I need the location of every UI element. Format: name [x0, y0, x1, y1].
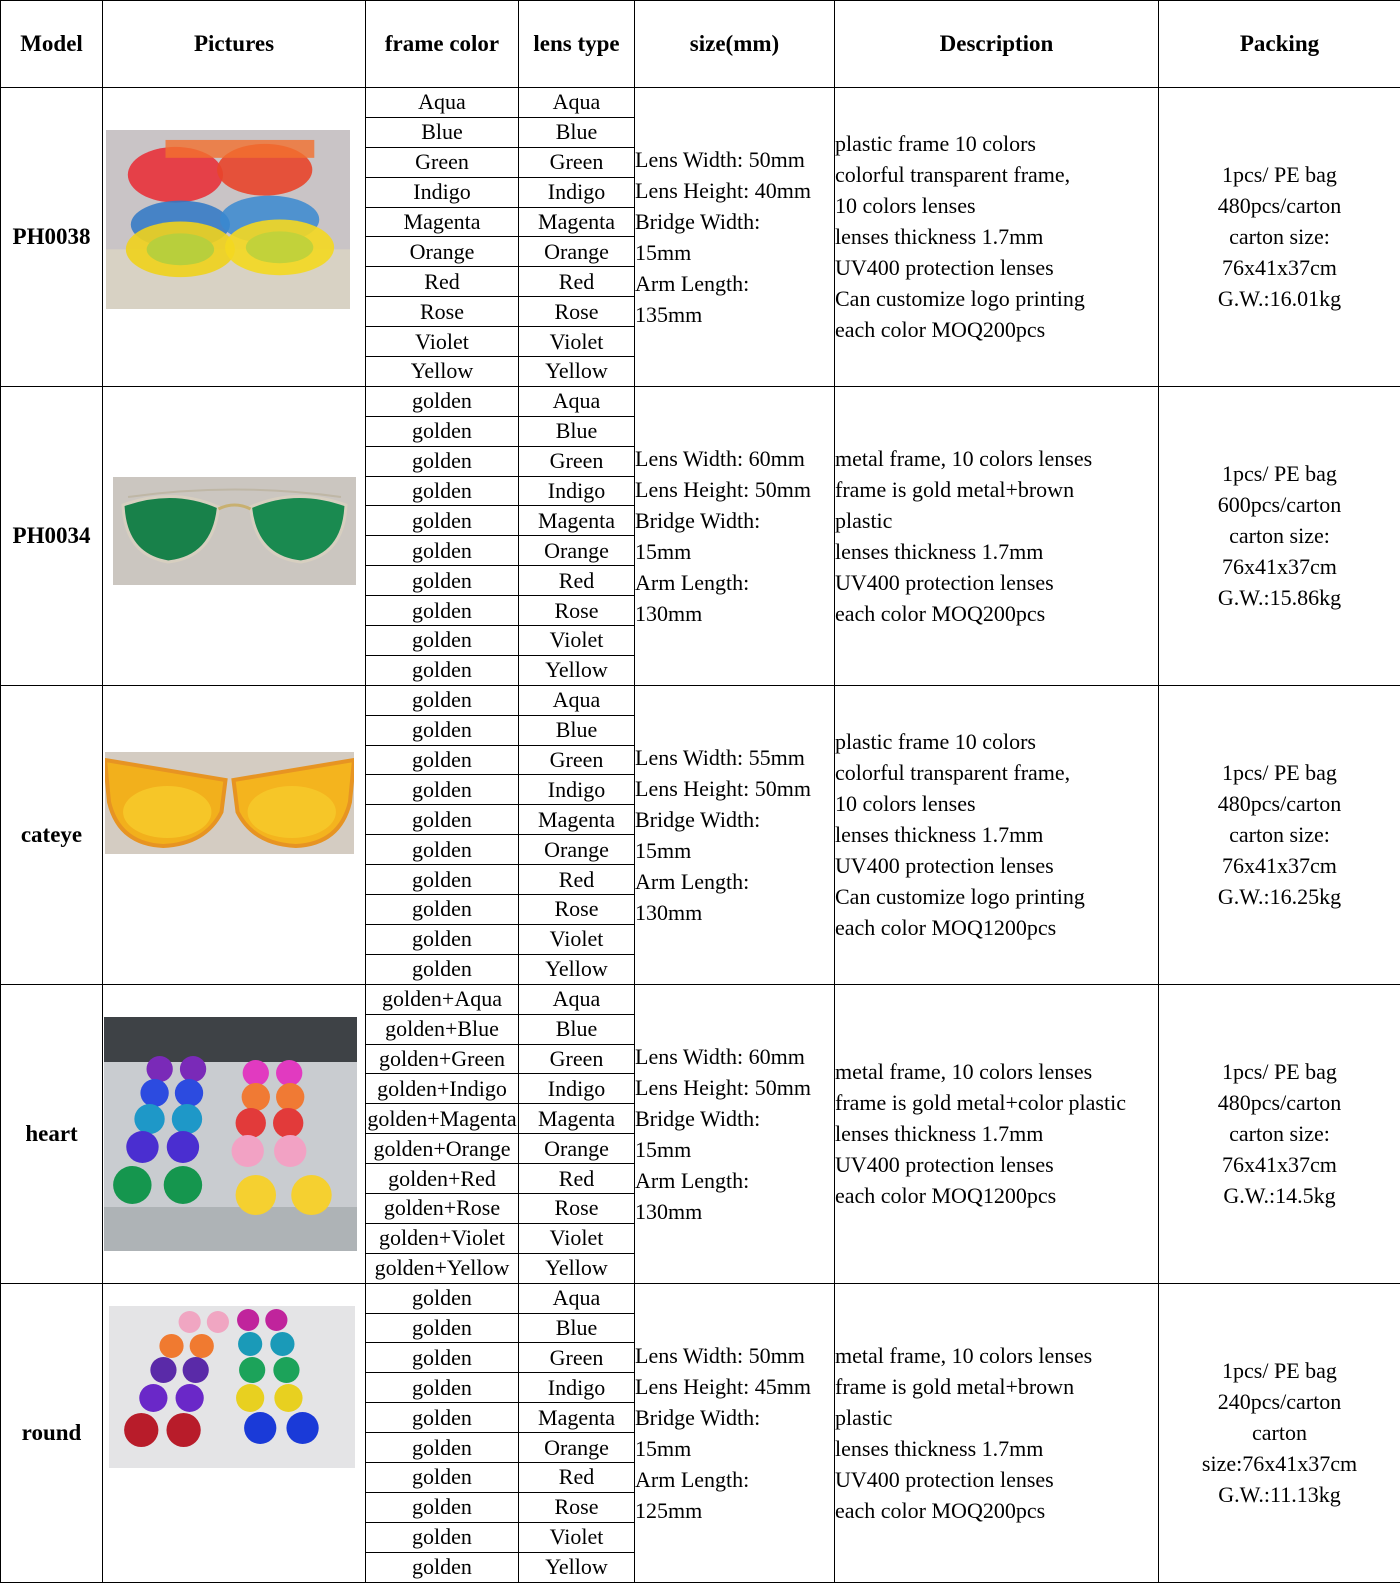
packing-info [1159, 386, 1400, 685]
frame-color-cell: golden [366, 1433, 519, 1463]
frame-color-cell: golden [366, 596, 519, 626]
lens-type-cell: Indigo [519, 177, 635, 207]
model-name: round [1, 1283, 103, 1582]
lens-type-cell: Blue [519, 715, 635, 745]
description-text [835, 386, 1159, 685]
packing-info-line: 480pcs/carton [1217, 193, 1342, 219]
lens-type-cell: Indigo [519, 1074, 635, 1104]
description-text-line: lenses thickness 1.7mm [835, 1435, 1044, 1461]
frame-color-cell: Violet [366, 327, 519, 357]
model-name: PH0038 [1, 88, 103, 387]
frame-color-cell: golden [366, 895, 519, 925]
size-spec-line: Arm Length: [635, 270, 750, 296]
size-spec [635, 386, 835, 685]
description-text-line: 10 colors lenses [835, 791, 976, 817]
product-picture-cell [103, 386, 366, 685]
size-spec-line: Arm Length: [635, 569, 750, 595]
header-lens-type: lens type [519, 1, 635, 88]
size-spec-line: 135mm [635, 301, 703, 327]
lens-type-cell: Magenta [519, 1104, 635, 1134]
packing-info-line: 76x41x37cm [1222, 554, 1337, 580]
header-description: Description [835, 1, 1159, 88]
size-spec-line: Bridge Width: [635, 806, 761, 832]
description-text-line: lenses thickness 1.7mm [835, 822, 1044, 848]
lens-type-cell: Rose [519, 1492, 635, 1522]
description-text-line: lenses thickness 1.7mm [835, 1121, 1044, 1147]
lens-type-cell: Violet [519, 1223, 635, 1253]
description-text-line: UV400 protection lenses [835, 569, 1054, 595]
frame-color-cell: golden [366, 1462, 519, 1492]
frame-color-cell: golden [366, 566, 519, 596]
description-text-line: frame is gold metal+color plastic [835, 1090, 1126, 1116]
size-spec-line: 15mm [635, 239, 692, 265]
size-spec [635, 1283, 835, 1582]
frame-color-cell: golden [366, 1552, 519, 1582]
frame-color-cell: golden [366, 1373, 519, 1403]
packing-info-line: carton [1252, 1420, 1307, 1446]
lens-type-cell: Aqua [519, 386, 635, 416]
size-spec-line: Lens Height: 40mm [635, 177, 811, 203]
description-text-line: frame is gold metal+brown [835, 476, 1075, 502]
lens-type-cell: Rose [519, 895, 635, 925]
description-text [835, 88, 1159, 387]
lens-type-cell: Rose [519, 596, 635, 626]
frame-color-cell: golden [366, 386, 519, 416]
packing-info-line: 1pcs/ PE bag [1222, 162, 1337, 188]
lens-type-cell: Indigo [519, 1373, 635, 1403]
description-text [835, 1283, 1159, 1582]
description-text-line: plastic [835, 507, 893, 533]
lens-type-cell: Magenta [519, 207, 635, 237]
packing-info-line: 76x41x37cm [1222, 1152, 1337, 1178]
frame-color-cell: golden [366, 1283, 519, 1313]
description-text-line: UV400 protection lenses [835, 255, 1054, 281]
description-text-line: 10 colors lenses [835, 193, 976, 219]
packing-info-line: 480pcs/carton [1217, 1090, 1342, 1116]
size-spec-line: Arm Length: [635, 1167, 750, 1193]
frame-color-cell: golden+Green [366, 1044, 519, 1074]
frame-color-cell: golden [366, 775, 519, 805]
frame-color-cell: Green [366, 147, 519, 177]
product-picture-cell [103, 1283, 366, 1582]
size-spec-line: Bridge Width: [635, 208, 761, 234]
frame-color-cell: golden+Magenta [366, 1104, 519, 1134]
packing-info-line: carton size: [1229, 822, 1330, 848]
heart-sunglasses-group-photo [104, 1017, 357, 1251]
frame-color-cell: golden [366, 476, 519, 506]
lens-type-cell: Rose [519, 1193, 635, 1223]
frame-color-cell: golden [366, 655, 519, 685]
header-frame-color: frame color [366, 1, 519, 88]
description-text [835, 984, 1159, 1283]
frame-color-cell: golden+Rose [366, 1193, 519, 1223]
description-text-line: plastic frame 10 colors [835, 131, 1036, 157]
lens-type-cell: Yellow [519, 954, 635, 984]
packing-info-line: G.W.:15.86kg [1217, 585, 1342, 611]
packing-info [1159, 984, 1400, 1283]
size-spec-line: Lens Width: 60mm [635, 445, 805, 471]
lens-type-cell: Rose [519, 297, 635, 327]
frame-color-cell: Orange [366, 237, 519, 267]
lens-type-cell: Red [519, 267, 635, 297]
lens-type-cell: Green [519, 1343, 635, 1373]
lens-type-cell: Magenta [519, 805, 635, 835]
description-text-line: each color MOQ200pcs [835, 600, 1046, 626]
yellow-cateye-sunglasses-photo [105, 752, 354, 854]
frame-color-cell: golden [366, 626, 519, 656]
model-name: heart [1, 984, 103, 1283]
size-spec-line: Lens Height: 45mm [635, 1373, 811, 1399]
header-packing: Packing [1159, 1, 1400, 88]
lens-type-cell: Yellow [519, 655, 635, 685]
table-row [1, 386, 1400, 416]
table-row [1, 1283, 1400, 1313]
frame-color-cell: Yellow [366, 357, 519, 387]
frame-color-cell: golden [366, 1313, 519, 1343]
size-spec-line: Arm Length: [635, 868, 750, 894]
packing-info-line: 1pcs/ PE bag [1222, 760, 1337, 786]
frame-color-cell: Indigo [366, 177, 519, 207]
lens-type-cell: Aqua [519, 984, 635, 1014]
size-spec-line: 130mm [635, 899, 703, 925]
packing-info-line: size:76x41x37cm [1201, 1451, 1358, 1477]
header-size: size(mm) [635, 1, 835, 88]
lens-type-cell: Green [519, 147, 635, 177]
lens-type-cell: Indigo [519, 775, 635, 805]
frame-color-cell: golden+Orange [366, 1134, 519, 1164]
lens-type-cell: Blue [519, 416, 635, 446]
size-spec-line: 125mm [635, 1497, 703, 1523]
frame-color-cell: golden [366, 1343, 519, 1373]
size-spec-line: Bridge Width: [635, 1404, 761, 1430]
lens-type-cell: Green [519, 446, 635, 476]
frame-color-cell: golden+Aqua [366, 984, 519, 1014]
frame-color-cell: golden+Violet [366, 1223, 519, 1253]
size-spec-line: Lens Height: 50mm [635, 476, 811, 502]
packing-info [1159, 1283, 1400, 1582]
packing-info-line: 1pcs/ PE bag [1222, 1358, 1337, 1384]
size-spec [635, 685, 835, 984]
size-spec-line: Lens Width: 55mm [635, 744, 805, 770]
product-picture-cell [103, 984, 366, 1283]
green-aviator-sunglasses-photo [113, 477, 356, 585]
description-text-line: lenses thickness 1.7mm [835, 538, 1044, 564]
description-text-line: lenses thickness 1.7mm [835, 224, 1044, 250]
lens-type-cell: Orange [519, 1134, 635, 1164]
header-pictures: Pictures [103, 1, 366, 88]
size-spec-line: 130mm [635, 600, 703, 626]
frame-color-cell: golden [366, 715, 519, 745]
model-name: PH0034 [1, 386, 103, 685]
frame-color-cell: golden+Red [366, 1164, 519, 1194]
lens-type-cell: Yellow [519, 357, 635, 387]
frame-color-cell: golden+Indigo [366, 1074, 519, 1104]
round-sunglasses-group-photo [109, 1306, 355, 1468]
frame-color-cell: Blue [366, 117, 519, 147]
frame-color-cell: golden [366, 416, 519, 446]
packing-info-line: carton size: [1229, 224, 1330, 250]
frame-color-cell: golden [366, 924, 519, 954]
frame-color-cell: Red [366, 267, 519, 297]
packing-info-line: G.W.:14.5kg [1223, 1183, 1336, 1209]
lens-type-cell: Orange [519, 1433, 635, 1463]
header-model: Model [1, 1, 103, 88]
size-spec-line: 15mm [635, 538, 692, 564]
frame-color-cell: golden [366, 446, 519, 476]
packing-info-line: G.W.:16.25kg [1217, 884, 1342, 910]
frame-color-cell: golden [366, 1403, 519, 1433]
lens-type-cell: Red [519, 1164, 635, 1194]
packing-info-line: G.W.:11.13kg [1218, 1482, 1341, 1508]
description-text-line: colorful transparent frame, [835, 162, 1071, 188]
size-spec-line: 15mm [635, 837, 692, 863]
frame-color-cell: Magenta [366, 207, 519, 237]
product-picture-cell [103, 88, 366, 387]
frame-color-cell: Aqua [366, 88, 519, 118]
frame-color-cell: golden [366, 506, 519, 536]
model-name: cateye [1, 685, 103, 984]
lens-type-cell: Aqua [519, 88, 635, 118]
lens-type-cell: Violet [519, 327, 635, 357]
product-picture-cell [103, 685, 366, 984]
description-text-line: each color MOQ200pcs [835, 1497, 1046, 1523]
table-row [1, 984, 1400, 1014]
description-text-line: Can customize logo printing [835, 286, 1085, 312]
description-text-line: colorful transparent frame, [835, 760, 1071, 786]
description-text-line: each color MOQ1200pcs [835, 1183, 1057, 1209]
description-text-line: plastic [835, 1404, 893, 1430]
frame-color-cell: golden [366, 835, 519, 865]
packing-info-line: 76x41x37cm [1222, 853, 1337, 879]
lens-type-cell: Yellow [519, 1253, 635, 1283]
packing-info-line: carton size: [1229, 1121, 1330, 1147]
size-spec-line: Lens Width: 60mm [635, 1043, 805, 1069]
description-text-line: each color MOQ200pcs [835, 317, 1046, 343]
packing-info-line: 240pcs/carton [1217, 1389, 1342, 1415]
lens-type-cell: Green [519, 1044, 635, 1074]
lens-type-cell: Orange [519, 536, 635, 566]
frame-color-cell: golden [366, 745, 519, 775]
size-spec-line: Arm Length: [635, 1466, 750, 1492]
packing-info [1159, 88, 1400, 387]
packing-info-line: carton size: [1229, 523, 1330, 549]
header-row [1, 1, 1400, 88]
description-text-line: UV400 protection lenses [835, 853, 1054, 879]
lens-type-cell: Blue [519, 117, 635, 147]
frame-color-cell: golden [366, 1492, 519, 1522]
table-row [1, 88, 1400, 118]
lens-type-cell: Aqua [519, 1283, 635, 1313]
lens-type-cell: Green [519, 745, 635, 775]
lens-type-cell: Magenta [519, 1403, 635, 1433]
frame-color-cell: Rose [366, 297, 519, 327]
stacked-plastic-sunglasses-photo [106, 130, 350, 309]
description-text-line: metal frame, 10 colors lenses [835, 445, 1093, 471]
size-spec-line: Lens Height: 50mm [635, 1074, 811, 1100]
lens-type-cell: Red [519, 566, 635, 596]
lens-type-cell: Red [519, 865, 635, 895]
size-spec-line: 15mm [635, 1136, 692, 1162]
lens-type-cell: Aqua [519, 685, 635, 715]
packing-info-line: 76x41x37cm [1222, 255, 1337, 281]
size-spec-line: Bridge Width: [635, 507, 761, 533]
size-spec-line: Bridge Width: [635, 1105, 761, 1131]
lens-type-cell: Indigo [519, 476, 635, 506]
size-spec-line: Lens Height: 50mm [635, 775, 811, 801]
lens-type-cell: Orange [519, 237, 635, 267]
description-text-line: metal frame, 10 colors lenses [835, 1342, 1093, 1368]
size-spec [635, 88, 835, 387]
description-text-line: metal frame, 10 colors lenses [835, 1059, 1093, 1085]
frame-color-cell: golden+Blue [366, 1014, 519, 1044]
size-spec-line: 130mm [635, 1198, 703, 1224]
packing-info-line: 1pcs/ PE bag [1222, 1059, 1337, 1085]
size-spec-line: Lens Width: 50mm [635, 146, 805, 172]
table-row [1, 685, 1400, 715]
lens-type-cell: Magenta [519, 506, 635, 536]
lens-type-cell: Violet [519, 1522, 635, 1552]
description-text-line: Can customize logo printing [835, 884, 1085, 910]
description-text [835, 685, 1159, 984]
lens-type-cell: Violet [519, 924, 635, 954]
frame-color-cell: golden+Yellow [366, 1253, 519, 1283]
lens-type-cell: Orange [519, 835, 635, 865]
frame-color-cell: golden [366, 1522, 519, 1552]
frame-color-cell: golden [366, 805, 519, 835]
size-spec-line: Lens Width: 50mm [635, 1342, 805, 1368]
packing-info-line: 1pcs/ PE bag [1222, 461, 1337, 487]
packing-info [1159, 685, 1400, 984]
lens-type-cell: Violet [519, 626, 635, 656]
frame-color-cell: golden [366, 536, 519, 566]
packing-info-line: 480pcs/carton [1217, 791, 1342, 817]
description-text-line: plastic frame 10 colors [835, 729, 1036, 755]
description-text-line: UV400 protection lenses [835, 1466, 1054, 1492]
frame-color-cell: golden [366, 685, 519, 715]
size-spec [635, 984, 835, 1283]
packing-info-line: 600pcs/carton [1217, 492, 1342, 518]
lens-type-cell: Red [519, 1462, 635, 1492]
description-text-line: UV400 protection lenses [835, 1152, 1054, 1178]
lens-type-cell: Blue [519, 1313, 635, 1343]
lens-type-cell: Blue [519, 1014, 635, 1044]
frame-color-cell: golden [366, 954, 519, 984]
packing-info-line: G.W.:16.01kg [1217, 286, 1342, 312]
size-spec-line: 15mm [635, 1435, 692, 1461]
description-text-line: frame is gold metal+brown [835, 1373, 1075, 1399]
frame-color-cell: golden [366, 865, 519, 895]
lens-type-cell: Yellow [519, 1552, 635, 1582]
description-text-line: each color MOQ1200pcs [835, 915, 1057, 941]
